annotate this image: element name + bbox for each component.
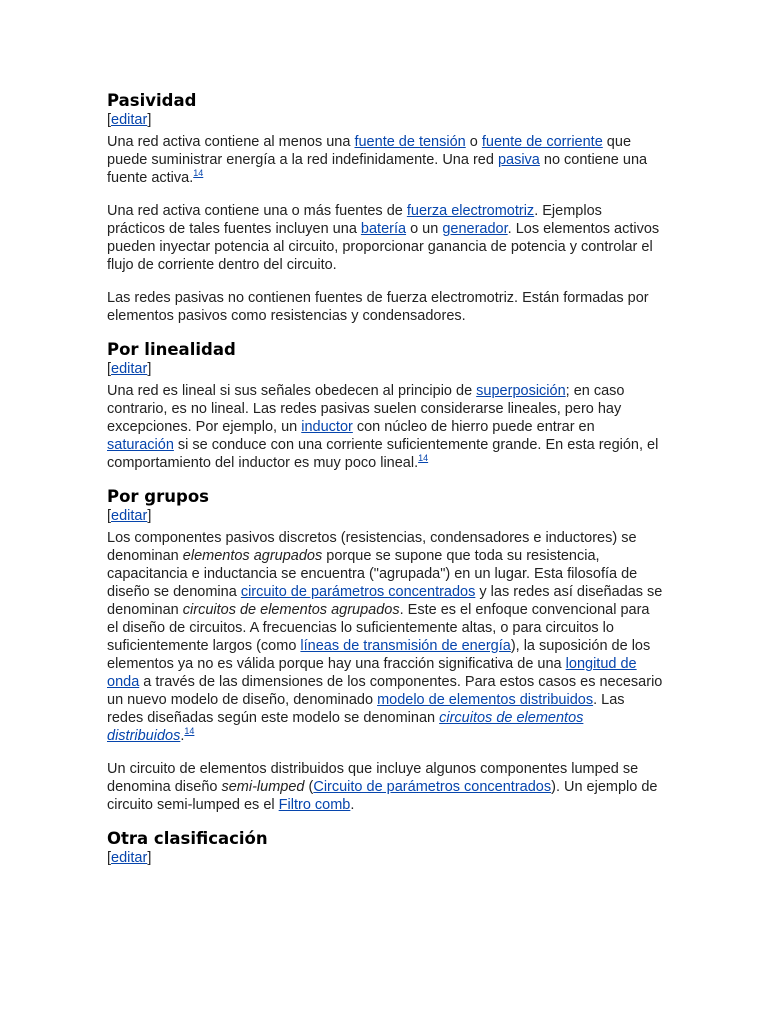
text: . Los elementos activos pueden inyectar potencia al circuito, proporcionar ganancia de potencia y controlar el flujo de corriente dentro del circuito. bbox=[107, 221, 660, 273]
reference-link[interactable]: 14 bbox=[418, 453, 429, 464]
link-fuerza-electromotriz[interactable]: fuerza electromotriz bbox=[406, 203, 535, 219]
text: . bbox=[180, 728, 185, 744]
text: y las redes así diseñadas se denominan bbox=[107, 584, 663, 618]
link-pasiva[interactable]: pasiva bbox=[497, 152, 540, 168]
text: . bbox=[350, 797, 355, 813]
text: o bbox=[465, 134, 482, 150]
link-longitud-de-onda[interactable]: longitud de onda bbox=[107, 656, 637, 690]
paragraph bbox=[107, 529, 663, 745]
link-fuente-de-corriente[interactable]: fuente de corriente bbox=[481, 134, 603, 150]
edit-link-wrapper: [editar] bbox=[107, 361, 152, 377]
edit-link[interactable]: editar bbox=[111, 361, 148, 377]
edit-link[interactable]: editar bbox=[111, 112, 148, 128]
section-heading-por-grupos: Por grupos bbox=[107, 487, 209, 506]
link-fuente-de-tension[interactable]: fuente de tensión bbox=[354, 134, 466, 150]
text: . Las redes diseñadas según este modelo se denominan bbox=[107, 692, 625, 726]
text: ( bbox=[304, 779, 314, 795]
reference-link[interactable]: 14 bbox=[193, 168, 204, 179]
text: . Este es el enfoque convencional para el diseño de circuitos. A frecuencias lo suficientemente altas, o para circuitos lo suficientemente largos (como bbox=[107, 602, 650, 654]
section-heading-otra-clasificacion: Otra clasificación bbox=[107, 829, 268, 848]
link-generador[interactable]: generador bbox=[442, 221, 508, 237]
link-circuitos-elementos-distribuidos[interactable]: circuitos de elementos distribuidos bbox=[107, 710, 584, 744]
text: Los componentes pasivos discretos (resistencias, condensadores e inductores) se denominan bbox=[107, 530, 637, 564]
italic-text: elementos agrupados bbox=[182, 548, 323, 564]
text: Una red activa contiene al menos una bbox=[107, 134, 355, 150]
text: no contiene una fuente activa. bbox=[107, 152, 648, 186]
paragraph bbox=[107, 382, 663, 472]
paragraph bbox=[107, 760, 663, 814]
italic-text: circuitos de elementos agrupados bbox=[182, 602, 400, 618]
edit-link[interactable]: editar bbox=[111, 508, 148, 524]
text: . Ejemplos prácticos de tales fuentes incluyen una bbox=[107, 203, 602, 237]
paragraph bbox=[107, 133, 663, 187]
italic-text: semi-lumped bbox=[221, 779, 305, 795]
text: si se conduce con una corriente suficientemente grande. En esta región, el comportamiento del inductor es muy poco lineal. bbox=[107, 437, 659, 471]
text: porque se supone que toda su resistencia, capacitancia e inductancia se encuentra ("agrupada") en un lugar. Esta filosofía de diseño se denomina bbox=[107, 548, 638, 600]
section-heading-pasividad: Pasividad bbox=[107, 91, 197, 110]
text: Una red es lineal si sus señales obedecen al principio de bbox=[107, 383, 477, 399]
link-inductor[interactable]: inductor bbox=[301, 419, 353, 435]
text: ), la suposición de los elementos ya no es válida porque hay una fracción significativa de una bbox=[107, 638, 651, 672]
text: Una red activa contiene una o más fuentes de bbox=[107, 203, 407, 219]
link-circuito-parametros-concentrados-2[interactable]: Circuito de parámetros concentrados bbox=[313, 779, 552, 795]
article-body bbox=[107, 91, 663, 871]
edit-link[interactable]: editar bbox=[111, 850, 148, 866]
link-lineas-de-transmision[interactable]: líneas de transmisión de energía bbox=[300, 638, 511, 654]
text: con núcleo de hierro puede entrar en bbox=[352, 419, 595, 435]
link-filtro-comb[interactable]: Filtro comb bbox=[278, 797, 351, 813]
link-modelo-elementos-distribuidos[interactable]: modelo de elementos distribuidos bbox=[377, 692, 594, 708]
reference-link[interactable]: 14 bbox=[184, 726, 195, 737]
section-heading-por-linealidad: Por linealidad bbox=[107, 340, 236, 359]
link-saturacion[interactable]: saturación bbox=[107, 437, 174, 453]
paragraph: Las redes pasivas no contienen fuentes de fuerza electromotriz. Están formadas por elementos pasivos como resistencias y condensadores. bbox=[107, 290, 649, 324]
edit-link-wrapper: [editar] bbox=[107, 112, 152, 128]
paragraph bbox=[107, 202, 663, 274]
link-bateria[interactable]: batería bbox=[360, 221, 407, 237]
text: que puede suministrar energía a la red indefinidamente. Una red bbox=[107, 134, 632, 168]
text: ; en caso contrario, es no lineal. Las redes pasivas suelen considerarse lineales, pero hay excepciones. Por ejemplo, un bbox=[107, 383, 625, 435]
edit-link-wrapper: [editar] bbox=[107, 508, 152, 524]
link-superposicion[interactable]: superposición bbox=[476, 383, 566, 399]
text: o un bbox=[406, 221, 443, 237]
text: Un circuito de elementos distribuidos que incluye algunos componentes lumped se denomina diseño bbox=[107, 761, 639, 795]
edit-link-wrapper: [editar] bbox=[107, 850, 152, 866]
text: a través de las dimensiones de los componentes. Para estos casos es necesario un nuevo modelo de diseño, denominado bbox=[107, 674, 663, 708]
text: ). Un ejemplo de circuito semi-lumped es el bbox=[107, 779, 658, 813]
link-circuito-parametros-concentrados[interactable]: circuito de parámetros concentrados bbox=[240, 584, 476, 600]
